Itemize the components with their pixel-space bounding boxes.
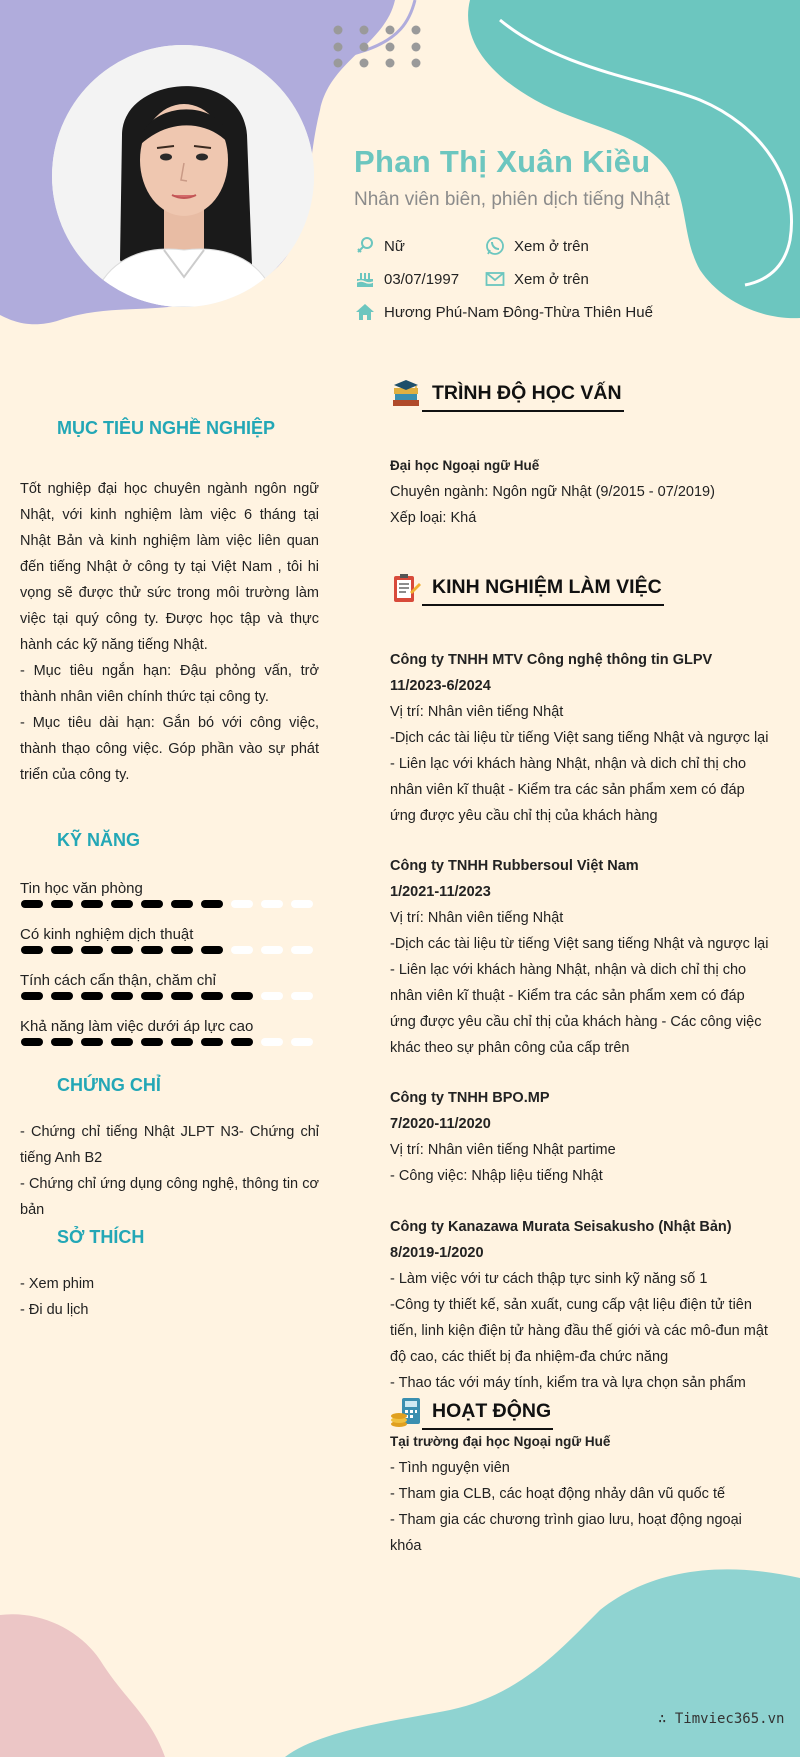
job-period: 7/2020-11/2020 — [390, 1116, 491, 1132]
skill-segment-empty — [291, 1038, 313, 1046]
portrait-photo — [52, 45, 314, 307]
short-term-goal: - Mục tiêu ngắn hạn: Đậu phỏng vấn, trở thành nhân viên chính thức tại công ty. — [20, 663, 319, 705]
envelope-icon — [484, 268, 506, 290]
avatar — [52, 45, 314, 307]
activities-title — [390, 1396, 553, 1433]
logo-icon: ∴ — [658, 1711, 675, 1727]
certificates-heading: CHỨNG CHỈ — [57, 1075, 161, 1095]
skill-segment-filled — [141, 1038, 163, 1046]
watermark-text: Timviec365.vn — [674, 1711, 785, 1727]
job-title: Nhân viên biên, phiên dịch tiếng Nhật — [354, 189, 670, 210]
phone-info — [484, 235, 589, 257]
education-grade: Xếp loại: Khá — [390, 510, 477, 526]
skill-segment-empty — [261, 992, 283, 1000]
skill-segment-filled — [111, 1038, 133, 1046]
education-heading: TRÌNH ĐỘ HỌC VẤN — [422, 382, 624, 412]
calculator-coins-icon — [390, 1396, 422, 1433]
skill-segment-empty — [231, 900, 253, 908]
skill-segment-filled — [81, 1038, 103, 1046]
skill-segment-filled — [111, 900, 133, 908]
job-company: Công ty TNHH Rubbersoul Việt Nam — [390, 858, 639, 874]
skill-segment-filled — [81, 900, 103, 908]
job-extra: - Thao tác với máy tính, kiểm tra và lựa chọn sản phẩm — [390, 1375, 746, 1391]
skill-segment-filled — [51, 946, 73, 954]
certificate-item: - Chứng chỉ ứng dụng công nghệ, thông tin cơ bản — [20, 1176, 319, 1218]
skill-segment-filled — [231, 992, 253, 1000]
skill-label: Khả năng làm việc dưới áp lực cao — [20, 1018, 254, 1035]
birthday-info — [354, 268, 459, 290]
skill-segment-empty — [261, 1038, 283, 1046]
school-name: Đại học Ngoại ngữ Huế — [390, 458, 540, 473]
skill-item — [20, 972, 320, 1018]
job-company: Công ty TNHH BPO.MP — [390, 1090, 550, 1106]
skill-segment-empty — [291, 900, 313, 908]
skill-bar — [20, 989, 320, 1003]
skill-segment-filled — [51, 992, 73, 1000]
skill-segment-filled — [51, 1038, 73, 1046]
skill-segment-filled — [171, 900, 193, 908]
job-entry — [390, 1085, 770, 1189]
skill-item — [20, 880, 320, 926]
activity-item: - Tham gia các chương trình giao lưu, hoạt động ngoại khóa — [390, 1512, 742, 1554]
hobby-item: - Đi du lịch — [20, 1302, 89, 1318]
job-description: -Dịch các tài liệu từ tiếng Việt sang tiếng Nhật và ngược lại - Liên lạc với khách hàng Nhật, nhận và dich chỉ thị cho nhân viên kĩ thuật - Kiểm tra các sản phẩm xem có đáp ứng được yêu cầu chỉ thị của khách hàng — [390, 730, 769, 824]
skill-segment-filled — [201, 1038, 223, 1046]
experience-title — [390, 572, 664, 609]
job-entry — [390, 1214, 770, 1396]
skill-segment-filled — [51, 900, 73, 908]
address-value: Hương Phú-Nam Đông-Thừa Thiên Huế — [384, 303, 653, 321]
skill-segment-filled — [201, 900, 223, 908]
skill-segment-filled — [21, 1038, 43, 1046]
cake-icon — [354, 268, 376, 290]
hobbies-text — [20, 1271, 319, 1323]
skills-list — [20, 880, 320, 1064]
candidate-name: Phan Thị Xuân Kiều — [354, 144, 651, 179]
home-icon — [354, 301, 376, 323]
skill-bar — [20, 943, 320, 957]
skill-item — [20, 926, 320, 972]
job-description: - Công việc: Nhập liệu tiếng Nhật — [390, 1168, 603, 1184]
graduation-books-icon — [390, 378, 422, 415]
certificates-text — [20, 1119, 319, 1223]
skill-segment-empty — [261, 946, 283, 954]
certificate-item: - Chứng chỉ tiếng Nhật JLPT N3- Chứng chỉ tiếng Anh B2 — [20, 1124, 319, 1166]
hobby-item: - Xem phim — [20, 1276, 95, 1292]
long-term-goal: - Mục tiêu dài hạn: Gắn bó với công việc, thành thạo công việc. Góp phần vào sự phát triển của công ty. — [20, 715, 319, 783]
objective-heading: MỤC TIÊU NGHỀ NGHIỆP — [57, 418, 276, 438]
job-description: -Dịch các tài liệu từ tiếng Việt sang tiếng Nhật và ngược lại - Liên lạc với khách hàng Nhật, nhận và dich chỉ thị cho nhân viên kĩ thuật - Kiểm tra các sản phẩm xem có đáp ứng được yêu cầu chỉ thị của khách hàng - Các công việc khác theo sự phân công của cấp trên — [390, 936, 769, 1056]
skill-segment-filled — [171, 1038, 193, 1046]
job-position: Vị trí: Nhân viên tiếng Nhật — [390, 910, 564, 926]
job-position: - Làm việc với tư cách thập tực sinh kỹ năng số 1 — [390, 1271, 708, 1287]
job-company: Công ty Kanazawa Murata Seisakusho (Nhật Bản) — [390, 1219, 732, 1235]
skill-segment-empty — [291, 946, 313, 954]
skill-bar — [20, 897, 320, 911]
skill-segment-filled — [21, 992, 43, 1000]
skill-segment-filled — [111, 946, 133, 954]
skill-segment-filled — [141, 992, 163, 1000]
skill-segment-empty — [231, 946, 253, 954]
skill-segment-empty — [261, 900, 283, 908]
job-period: 1/2021-11/2023 — [390, 884, 491, 900]
job-entry — [390, 647, 770, 829]
job-position: Vị trí: Nhân viên tiếng Nhật partime — [390, 1142, 616, 1158]
skill-label: Tính cách cẩn thận, chăm chỉ — [20, 972, 216, 989]
skill-segment-filled — [111, 992, 133, 1000]
experience-heading: KINH NGHIỆM LÀM VIỆC — [422, 576, 664, 606]
hobbies-heading: SỞ THÍCH — [57, 1227, 145, 1247]
skill-segment-filled — [201, 946, 223, 954]
education-major: Chuyên ngành: Ngôn ngữ Nhật (9/2015 - 07/2019) — [390, 484, 715, 500]
gender-value: Nữ — [384, 237, 405, 255]
job-company: Công ty TNHH MTV Công nghệ thông tin GLPV — [390, 652, 713, 668]
job-entry — [390, 853, 770, 1061]
clipboard-icon — [390, 572, 422, 609]
skill-label: Có kinh nghiệm dịch thuật — [20, 926, 194, 943]
phone-value: Xem ở trên — [514, 237, 589, 255]
job-position: Vị trí: Nhân viên tiếng Nhật — [390, 704, 564, 720]
skill-segment-filled — [21, 900, 43, 908]
skill-item — [20, 1018, 320, 1064]
skill-segment-filled — [21, 946, 43, 954]
email-info — [484, 268, 589, 290]
job-period: 11/2023-6/2024 — [390, 678, 491, 694]
skill-segment-filled — [171, 992, 193, 1000]
skill-segment-filled — [231, 1038, 253, 1046]
skill-segment-filled — [201, 992, 223, 1000]
phone-icon — [484, 235, 506, 257]
activities-block — [390, 1429, 770, 1559]
birthday-value: 03/07/1997 — [384, 270, 460, 288]
skill-bar — [20, 1035, 320, 1049]
job-period: 8/2019-1/2020 — [390, 1245, 484, 1261]
skill-segment-filled — [171, 946, 193, 954]
activity-item: - Tình nguyện viên — [390, 1460, 510, 1476]
activities-heading: HOẠT ĐỘNG — [422, 1400, 553, 1430]
activity-item: - Tham gia CLB, các hoạt động nhảy dân vũ quốc tế — [390, 1486, 726, 1502]
skill-segment-filled — [141, 900, 163, 908]
skill-label: Tin học văn phòng — [20, 880, 143, 897]
skill-segment-empty — [291, 992, 313, 1000]
skill-segment-filled — [81, 992, 103, 1000]
job-description: -Công ty thiết kế, sản xuất, cung cấp vật liệu điện tử tiên tiến, linh kiện điện tử hàng đầu thế giới và các mô-đun mật độ cao, các thiết bị đa nhiệm-đa chức năng — [390, 1297, 768, 1365]
watermark — [658, 1711, 784, 1727]
education-block — [390, 453, 770, 531]
email-value: Xem ở trên — [514, 270, 589, 288]
activity-place: Tại trường đại học Ngoại ngữ Huế — [390, 1434, 611, 1449]
address-info — [354, 301, 653, 323]
skill-segment-filled — [81, 946, 103, 954]
gender-info — [354, 235, 405, 257]
education-title — [390, 378, 624, 415]
gender-icon — [354, 235, 376, 257]
objective-paragraph: Tốt nghiệp đại học chuyên ngành ngôn ngữ Nhật, với kinh nghiệm làm việc 6 tháng tại Nhật Bản và kinh nghiệm làm việc liên quan đến tiếng Nhật ở công ty tại Việt Nam , tôi hi vọng sẽ được thử sức trong môi trường làm việc tại quý công ty. Được học tập và thực hành các kỹ năng tiếng Nhật. — [20, 481, 319, 653]
skill-segment-filled — [141, 946, 163, 954]
objective-text — [20, 476, 319, 788]
skills-heading: KỸ NĂNG — [57, 830, 141, 850]
